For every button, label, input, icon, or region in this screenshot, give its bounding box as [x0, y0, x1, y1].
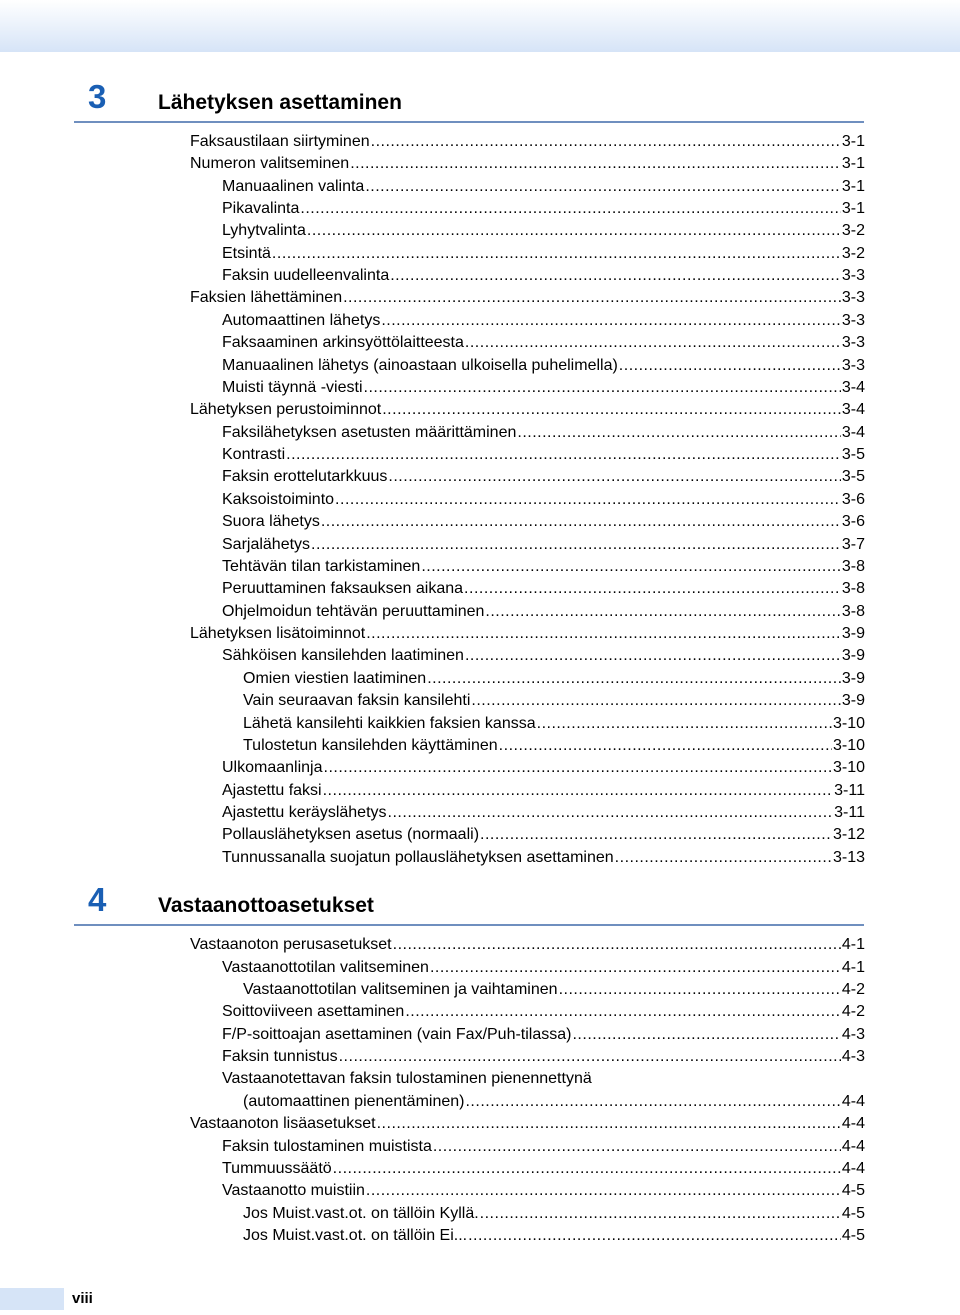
toc-entry[interactable]: Sähköisen kansilehden laatiminen ..... 3-9: [222, 645, 865, 667]
toc-entry[interactable]: Soittoviiveen asettaminen ..... 4-2: [222, 1001, 865, 1023]
toc-entry[interactable]: Kaksoistoiminto ..... 3-6: [222, 489, 865, 511]
toc-entry[interactable]: Vastaanoton lisäasetukset ..... 4-4: [190, 1113, 865, 1135]
toc-entry[interactable]: Ulkomaanlinja ..... 3-10: [222, 757, 865, 779]
toc-entry[interactable]: Tummuussäätö ..... 4-4: [222, 1158, 865, 1180]
toc-entry[interactable]: Lyhytvalinta ..... 3-2: [222, 220, 865, 242]
page-header-band: [0, 0, 960, 52]
toc-entry[interactable]: Faksaaminen arkinsyöttölaitteesta ..... 3-3: [222, 332, 865, 354]
chapter-title: Vastaanottoasetukset: [158, 894, 374, 917]
toc-entry[interactable]: Vastaanottotilan valitseminen ..... 4-1: [222, 957, 865, 979]
toc-entry[interactable]: Jos Muist.vast.ot. on tällöin Ei... ..... 4-5: [243, 1225, 865, 1247]
toc-entry[interactable]: (automaattinen pienentäminen) ..... 4-4: [243, 1091, 865, 1113]
chapter-divider: [74, 121, 864, 123]
toc-entry[interactable]: Vastaanottotilan valitseminen ja vaihtaminen ..... 4-2: [243, 979, 865, 1001]
chapter-number: 3: [88, 78, 107, 115]
toc-entry[interactable]: Ohjelmoidun tehtävän peruuttaminen ..... 3-8: [222, 601, 865, 623]
toc-entry[interactable]: Automaattinen lähetys ..... 3-3: [222, 310, 865, 332]
toc-entry[interactable]: Ajastettu faksi ..... 3-11: [222, 780, 865, 802]
toc-entry[interactable]: Vain seuraavan faksin kansilehti ..... 3-9: [243, 690, 865, 712]
toc-entry[interactable]: Tunnussanalla suojatun pollauslähetyksen asettaminen ..... 3-13: [222, 847, 865, 869]
toc-entry[interactable]: Lähetä kansilehti kaikkien faksien kanssa ..... 3-10: [243, 713, 865, 735]
toc-entry[interactable]: Vastaanoton perusasetukset ..... 4-1: [190, 934, 865, 956]
toc-entry[interactable]: Faksilähetyksen asetusten määrittäminen ..... 3-4: [222, 422, 865, 444]
toc-entry[interactable]: Faksaustilaan siirtyminen ..... 3-1: [190, 131, 865, 153]
toc-entry[interactable]: Ajastettu keräyslähetys ..... 3-11: [222, 802, 865, 824]
toc-entry[interactable]: Suora lähetys ..... 3-6: [222, 511, 865, 533]
toc-entry[interactable]: Sarjalähetys ..... 3-7: [222, 534, 865, 556]
toc-entry[interactable]: Pikavalinta ..... 3-1: [222, 198, 865, 220]
chapter-number: 4: [88, 881, 107, 918]
toc-entry[interactable]: Numeron valitseminen ..... 3-1: [190, 153, 865, 175]
toc-entry[interactable]: Vastaanotto muistiin ..... 4-5: [222, 1180, 865, 1202]
toc-entry[interactable]: Etsintä ..... 3-2: [222, 243, 865, 265]
toc-entry[interactable]: Tulostetun kansilehden käyttäminen ..... 3-10: [243, 735, 865, 757]
toc-entry[interactable]: Pollauslähetyksen asetus (normaali) ..... 3-12: [222, 824, 865, 846]
chapter-title: Lähetyksen asettaminen: [158, 91, 402, 114]
toc-entry[interactable]: Faksien lähettäminen ..... 3-3: [190, 287, 865, 309]
toc-entry[interactable]: Faksin tunnistus ..... 4-3: [222, 1046, 865, 1068]
toc-entry[interactable]: Jos Muist.vast.ot. on tällöin Kyllä. ..... 4-5: [243, 1203, 865, 1225]
toc-entry[interactable]: Tehtävän tilan tarkistaminen ..... 3-8: [222, 556, 865, 578]
toc-entry[interactable]: Lähetyksen perustoiminnot ..... 3-4: [190, 399, 865, 421]
toc-entry[interactable]: F/P-soittoajan asettaminen (vain Fax/Puh-tilassa) ..... 4-3: [222, 1024, 865, 1046]
toc-entry-no-page[interactable]: Vastaanotettavan faksin tulostaminen pienennettynä: [222, 1070, 592, 1087]
toc-entry[interactable]: Manuaalinen lähetys (ainoastaan ulkoisella puhelimella) ..... 3-3: [222, 355, 865, 377]
toc-entry[interactable]: Peruuttaminen faksauksen aikana ..... 3-8: [222, 578, 865, 600]
page-number: viii: [72, 1290, 93, 1307]
toc-entry[interactable]: Faksin erottelutarkkuus ..... 3-5: [222, 466, 865, 488]
toc-entry[interactable]: Faksin tulostaminen muistista ..... 4-4: [222, 1136, 865, 1158]
toc-entry[interactable]: Omien viestien laatiminen ..... 3-9: [243, 668, 865, 690]
toc-entry[interactable]: Lähetyksen lisätoiminnot ..... 3-9: [190, 623, 865, 645]
toc-entry[interactable]: Manuaalinen valinta ..... 3-1: [222, 176, 865, 198]
footer-tab: [0, 1288, 64, 1310]
toc-entry[interactable]: Kontrasti ..... 3-5: [222, 444, 865, 466]
chapter-divider: [74, 924, 864, 926]
toc-entry[interactable]: Muisti täynnä -viesti ..... 3-4: [222, 377, 865, 399]
toc-entry[interactable]: Faksin uudelleenvalinta ..... 3-3: [222, 265, 865, 287]
